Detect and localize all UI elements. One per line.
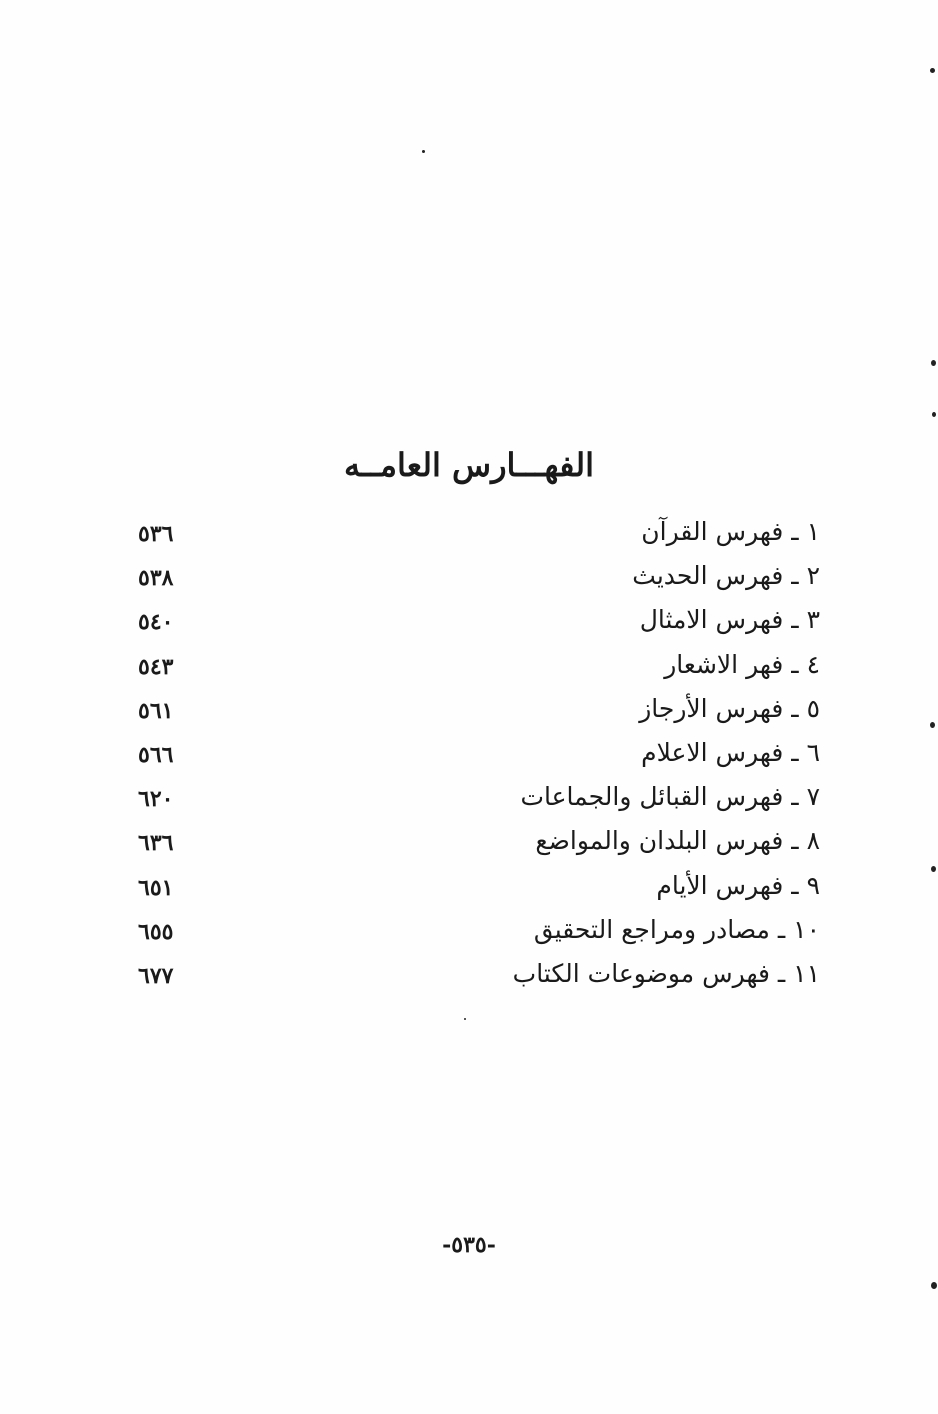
toc-entry (130, 912, 820, 956)
page-number: -٥٣٥- (442, 1232, 496, 1258)
toc-entry-label: ٢ ـ فهرس الحديث (632, 561, 820, 591)
toc-entry (130, 823, 820, 867)
toc-entry-page: ٦٣٦ (138, 830, 174, 857)
scan-speck (930, 68, 935, 73)
scan-speck (930, 722, 935, 728)
toc-entry-page: ٦٥١ (138, 874, 174, 901)
scan-speck (931, 1282, 937, 1289)
toc-entry-label: ١٠ ـ مصادر ومراجع التحقيق (533, 914, 820, 944)
toc-entry (130, 691, 820, 735)
page-title: الفهـــارس العامــه (344, 446, 594, 484)
toc-entry (130, 602, 820, 646)
toc-entry-label: ٣ ـ فهرس الامثال (639, 605, 820, 635)
toc-entry-page: ٥٦١ (138, 697, 174, 724)
toc-entry-label: ٦ ـ فهرس الاعلام (641, 737, 820, 767)
toc-entry (130, 956, 820, 1000)
toc-entry-label: ١ ـ فهرس القرآن (641, 517, 820, 546)
scan-speck (464, 1018, 466, 1020)
toc-entry-page: ٦٧٧ (138, 962, 174, 989)
scan-speck (931, 866, 936, 872)
toc-entry-page: ٥٤٣ (138, 653, 174, 680)
toc-entry-page: ٥٣٨ (138, 565, 174, 592)
scan-speck (932, 412, 936, 417)
toc-entry-page: ٥٣٦ (138, 521, 174, 547)
toc-entry-label: ٨ ـ فهرس البلدان والمواضع (535, 826, 820, 856)
toc-entry-label: ٤ ـ فهر الاشعار (664, 649, 820, 679)
toc-entry-page: ٦٢٠ (138, 786, 174, 813)
toc-entry (130, 514, 820, 558)
scan-speck (422, 150, 425, 153)
toc-entry-label: ٥ ـ فهرس الأرجاز (639, 693, 820, 723)
toc-entry-label: ٩ ـ فهرس الأيام (656, 870, 820, 900)
scan-speck (931, 360, 936, 366)
toc-entry (130, 558, 820, 602)
toc-entry (130, 779, 820, 823)
toc-entry-page: ٦٥٥ (138, 918, 174, 945)
toc-entry-label: ١١ ـ فهرس موضوعات الكتاب (512, 958, 820, 988)
table-of-contents (130, 514, 820, 1000)
toc-entry-page: ٥٦٦ (138, 741, 174, 768)
toc-entry (130, 735, 820, 779)
toc-entry-label: ٧ ـ فهرس القبائل والجماعات (520, 782, 820, 812)
toc-entry-page: ٥٤٠ (138, 609, 174, 636)
toc-entry (130, 868, 820, 912)
toc-entry (130, 647, 820, 691)
